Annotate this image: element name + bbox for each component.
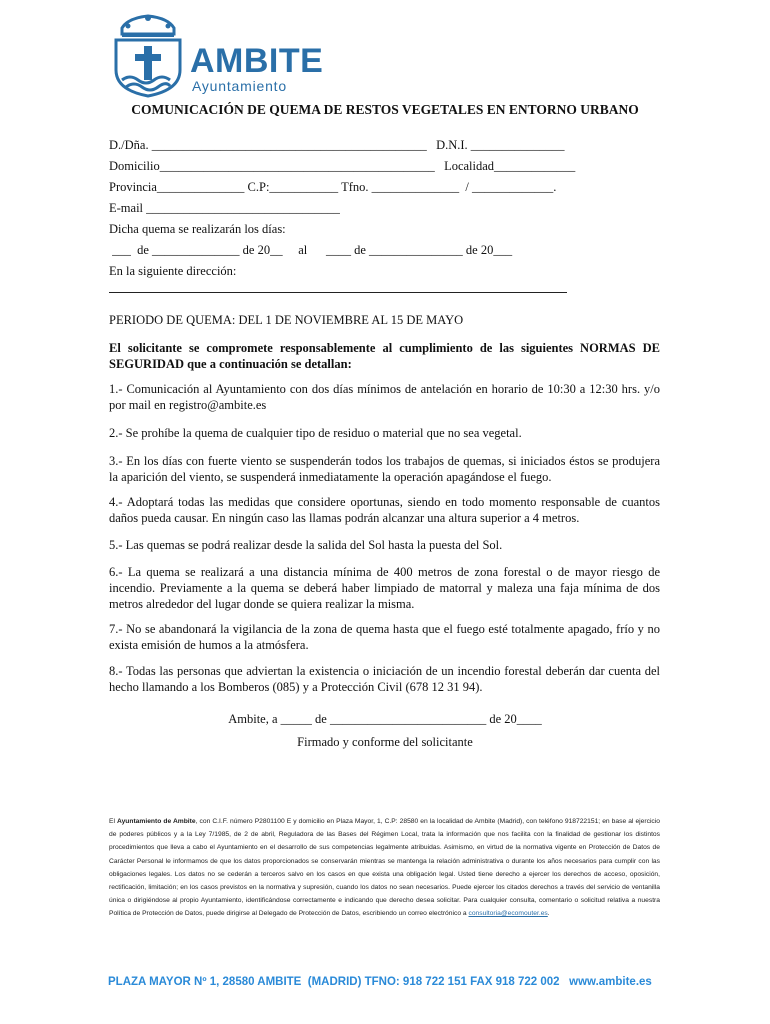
burn-days-label: Dicha quema se realizarán los días:: [109, 222, 286, 236]
rule-8: 8.- Todas las personas que adviertan la existencia o iniciación de un incendio forestal deberán dar cuenta del hecho llamando a los Bomberos (085) y a Protección Civil (678 12 31 94).: [109, 664, 660, 694]
rule-7: 7.- No se abandonará la vigilancia de la zona de quema hasta que el fuego esté totalmente apagado, frío y no exista emisión de humos a la atmósfera.: [109, 622, 660, 652]
privacy-org: Ayuntamiento de Ambite: [116, 818, 196, 825]
document-title: COMUNICACIÓN DE QUEMA DE RESTOS VEGETALES EN ENTORNO URBANO: [131, 102, 639, 117]
province-line: Provincia______________ C.P:___________ Tfno. ______________ / _____________.: [109, 180, 557, 194]
burn-dates-line: ___ de ______________ de 20__ al ____ de _______________ de 20___: [109, 243, 513, 257]
address-line: Domicilio____________________________________________ Localidad_____________: [109, 159, 576, 173]
privacy-prefix: El: [109, 818, 117, 825]
safety-rules-intro: El solicitante se compromete responsablemente al cumplimiento de las siguientes NORMAS DE SEGURIDAD que a continuación se detallan:: [109, 341, 660, 371]
rule-3: 3.- En los días con fuerte viento se suspenderán todos los trabajos de quemas, si iniciados éstos se produjera la aparición del viento, se suspenderá inmediatamente la operación apagándose el fuego.: [109, 454, 660, 484]
burn-period: PERIODO DE QUEMA: DEL 1 DE NOVIEMBRE AL 15 DE MAYO: [109, 313, 464, 327]
contact-footer: PLAZA MAYOR Nº 1, 28580 AMBITE (MADRID) TFNO: 918 722 151 FAX 918 722 002 www.ambite.es: [108, 976, 652, 988]
rule-6: 6.- La quema se realizará a una distancia mínima de 400 metros de zona forestal o de mayor riesgo de incendio. Previamente a la quema se deberá haber limpiado de matorral y maleza una faja mínima de dos metros alrededor del lugar donde se quiera realizar la misma.: [109, 565, 660, 611]
signature-date-line: Ambite, a _____ de _________________________ de 20____: [228, 712, 542, 726]
email-line: E-mail _______________________________: [109, 201, 340, 215]
signature-label: Firmado y conforme del solicitante: [297, 735, 473, 749]
privacy-email-link[interactable]: consultoria@ecomouter.es: [468, 910, 548, 918]
town-coat-of-arms-icon: [108, 14, 188, 98]
privacy-notice: [109, 815, 660, 921]
applicant-name-line: D./Dña. ____________________________________________ D.N.I. _______________: [109, 138, 565, 152]
address-blank-line: [109, 292, 567, 293]
privacy-suffix: .: [547, 910, 550, 918]
rule-4: 4.- Adoptará todas las medidas que considere oportunas, siendo en todo momento responsable de cuantos daños pueda causar. En ningún caso las llamas podrán alcanzar una altura superior a 4 metros.: [109, 495, 660, 525]
address-label: En la siguiente dirección:: [109, 264, 237, 278]
privacy-body: , con C.I.F. número P2801100 E y domicilio en Plaza Mayor, 1, C.P: 28580 en la localidad de Ambite (Madrid), con teléfono 918722151; en base al ejercicio de poderes públicos y a la Ley 7/1985, de 2 de abril, Reguladora de las Bases del Régimen Local, trata la información que nos facilita con la finalidad de gestionar los distintos procedimientos que lleva a cabo el Ayuntamiento en el desarrollo de sus competencias legalmente atribuidas. Asimismo, en virtud de la normativa vigente en Protección de Datos de Carácter Personal le informamos de que los datos proporcionados se conservarán mientras se mantenga la relación administrativa o durante los años necesarios para cumplir con las obligaciones legales. Los datos no se cederán a terceros salvo en los casos en que exista una obligación legal. Usted tiene derecho a ejercer los derechos de acceso, oposición, rectificación, limitación; en los casos previstos en la normativa y supresión, cuando los datos no sean necesarios. Puede ejercer los citados derechos a través del servicio de ventanilla única o dirigiéndose al propio Ayuntamiento, identificándose correctamente e indicando que derecho desea solicitar. Para cualquier consulta, comentario o solicitud relativa a nuestra Política de Protección de Datos, puede dirigirse al Delegado de Protección de Datos, escribiendo un correo electrónico a: [109, 818, 660, 918]
logo-subtitle: Ayuntamiento: [192, 78, 287, 94]
rule-1: 1.- Comunicación al Ayuntamiento con dos días mínimos de antelación en horario de 10:30 a 12:30 hrs. y/o por mail en registro@ambite.es: [109, 382, 660, 412]
logo-name: AMBITE: [190, 42, 324, 80]
rule-5: 5.- Las quemas se podrá realizar desde la salida del Sol hasta la puesta del Sol.: [109, 538, 503, 552]
rule-2: 2.- Se prohíbe la quema de cualquier tipo de residuo o material que no sea vegetal.: [109, 426, 522, 440]
